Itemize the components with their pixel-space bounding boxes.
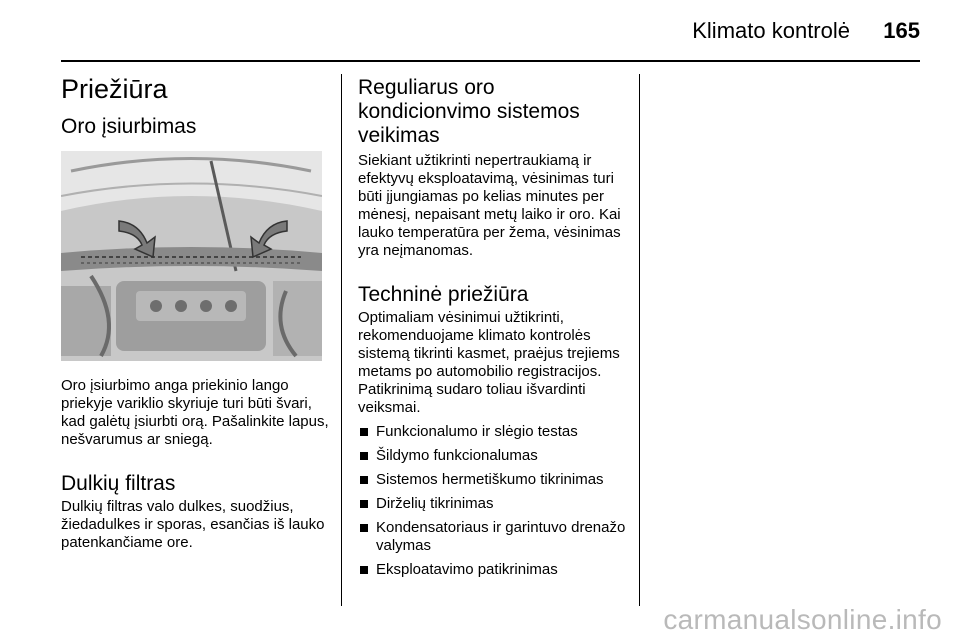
maintenance-checklist [358,423,626,579]
air-intake-text: Oro įsiurbimo anga priekinio lango priekyje variklio skyriuje turi būti švari, kad galėtų įsiurbti orą. Pašalinkite lapus, nešvarumus ar sniegą. [61,377,329,448]
list-item-label: Sistemos hermetiškumo tikrinimas [376,471,604,488]
list-item-label: Dirželių tikrinimas [376,495,494,512]
bullet-square-icon [360,428,368,436]
running-header-title: Klimato kontrolė [692,18,850,43]
column-middle [358,74,626,585]
subheading-regular-operation: Reguliarus oro kondicionvimo sistemos veikimas [358,76,580,147]
list-item [358,495,626,513]
list-item [358,561,626,579]
engine-bay-illustration [61,151,322,361]
subheading-maintenance: Techninė priežiūra [358,283,529,306]
subheading-air-intake: Oro įsiurbimas [61,115,197,138]
subheading-dust-filter: Dulkių filtras [61,472,176,495]
list-item [358,519,626,555]
column-left [61,74,331,552]
bullet-square-icon [360,500,368,508]
list-item [358,447,626,465]
list-item [358,471,626,489]
bullet-square-icon [360,524,368,532]
watermark: carmanualsonline.info [663,604,942,635]
list-item-label: Eksploatavimo patikrinimas [376,561,558,578]
bullet-square-icon [360,452,368,460]
list-item-label: Kondensatoriaus ir garintuvo drenažo valymas [376,519,626,554]
bullet-square-icon [360,476,368,484]
list-item-label: Šildymo funkcionalumas [376,447,538,464]
column-divider-2 [639,74,640,606]
list-item-label: Funkcionalumo ir slėgio testas [376,423,578,440]
page-number: 165 [883,18,920,43]
list-item [358,423,626,441]
maintenance-text: Optimaliam vėsinimui užtikrinti, rekomenduojame klimato kontrolės sistemą tikrinti kasmet, praėjus trejiems metams po automobilio registracijos. Patikrinimą sudaro toliau išvardinti veiksmai. [358,309,620,416]
bullet-square-icon [360,566,368,574]
section-heading-maintenance: Priežiūra [61,74,168,104]
header-rule [61,60,920,62]
column-divider-1 [341,74,342,606]
regular-operation-text: Siekiant užtikrinti nepertraukiamą ir efektyvų eksploatavimą, vėsinimas turi būti įjungiamas po kelias minutes per mėnesį, nepaisant metų laiko ir oro. Kai lauko temperatūra per žema, vėsinimas yra neįmanomas. [358,152,621,259]
dust-filter-text: Dulkių filtras valo dulkes, suodžius, žiedadulkes ir sporas, esančias iš lauko patenkančiame ore. [61,498,325,551]
engine-bay-photo [61,151,322,361]
